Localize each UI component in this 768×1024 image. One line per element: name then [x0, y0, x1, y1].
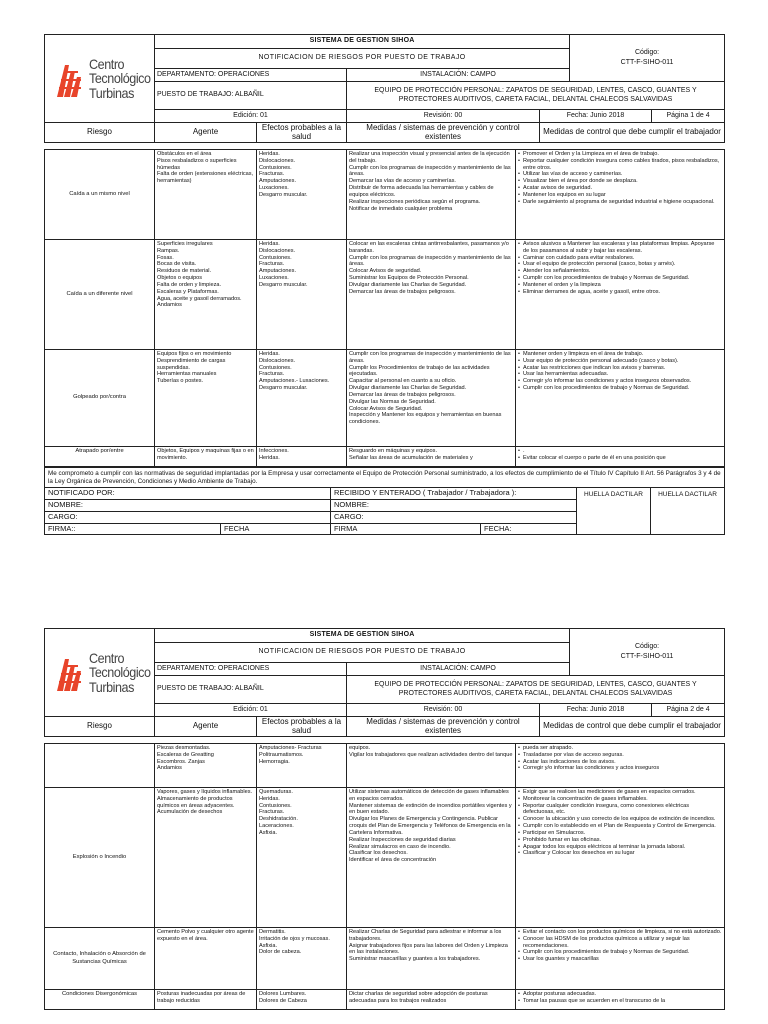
position-label: PUESTO DE TRABAJO: ALBAÑIL — [155, 82, 347, 110]
cell-line: Almacenamiento de productos químicos en áreas adyacentes. — [157, 795, 235, 809]
cell-line: Realizar Inspecciones de seguridad diarias — [349, 836, 456, 843]
cell-line: Señalar las áreas de acumulación de materiales y — [349, 454, 473, 461]
cell-line: Laceraciones. — [259, 823, 294, 830]
cell-line: Luxaciones. — [259, 185, 289, 192]
notifier-signature-field: FIRMA:: — [45, 523, 221, 535]
list-item: • Exigir que se realicen las mediciones de gases en espacios cerrados. — [518, 789, 722, 796]
cell-line: Resguardo en máquinas y equipos. — [349, 448, 438, 454]
list-item: • Utilizar las vías de acceso y caminerías. — [518, 171, 722, 178]
cell-line: Realizar simulacros en caso de incendio. — [349, 843, 451, 850]
table-row — [45, 928, 725, 990]
risk-table — [44, 743, 725, 1010]
cell-line: Infecciones. — [259, 448, 289, 454]
cell-line: Dislocaciones. — [259, 157, 296, 164]
table-row — [45, 990, 725, 1010]
risk-cell: Caída a un mismo nivel — [45, 150, 155, 240]
company-logo — [45, 629, 155, 717]
control-list — [518, 789, 722, 857]
cell-line: Irritación de ojos y mucosas. — [259, 935, 330, 942]
notifier-name-field: NOMBRE: — [45, 499, 331, 511]
list-item: • Usar el equipo de protección personal (casco, botas y arnés). — [518, 261, 722, 268]
cell-line: Inspección y Mantener los equipos y herramientas en buenas condiciones. — [349, 412, 502, 426]
fingerprint-box-1: HUELLA DACTILAR — [577, 488, 651, 535]
cell-line: Fracturas. — [259, 809, 285, 816]
code-label: Código: — [634, 643, 660, 651]
cell-line: Dislocaciones. — [259, 247, 296, 254]
logo-line-3: Turbinas — [89, 84, 134, 101]
agent-cell — [155, 928, 257, 990]
cell-line: Deshidratación. — [259, 816, 298, 823]
table-row — [45, 447, 725, 467]
cell-line: Tuberías o postes. — [157, 378, 204, 385]
cell-line: Objetos o equipos — [157, 275, 203, 282]
cell-line: Vigilar los trabajadores que realizan actividades dentro del tanque — [349, 751, 513, 758]
cell-line: Acumulación de desechos — [157, 809, 223, 816]
cell-line: Demarcar las vías de acceso y caminerías. — [349, 178, 456, 185]
cell-line: Amputaciones. — [259, 268, 297, 275]
cell-line: Falta de orden y limpieza. — [157, 281, 222, 288]
installation-label: INSTALACIÓN: CAMPO — [347, 663, 570, 676]
list-item: • Atender los señalamientos. — [518, 268, 722, 275]
worker-date-field: FECHA: — [481, 523, 577, 535]
cell-line: Escaleras y Plataformas. — [157, 288, 219, 295]
document-page-1 — [44, 34, 724, 535]
risk-cell: Explosión o Incendio — [45, 788, 155, 928]
commitment-statement: Me comprometo a cumplir con las normativas de seguridad implantadas por la Empresa y usar correctamente el Equipo de Protección Personal suministrado, a los efectos de cumplimiento de el Título IV Capítulo II Art. 56 Parágrafos 3 y 4 de la Ley Orgánica de Prevención, Condiciones y Medio Ambiente de Trabajo. — [45, 468, 725, 488]
table-row — [45, 788, 725, 928]
cell-line: Bocas de visita. — [157, 261, 197, 268]
cell-line: Asfixia. — [259, 942, 278, 949]
column-header-effects: Efectos probables a la salud — [257, 123, 347, 143]
list-item: • Cumplir con lo establecido en el Plan de Respuesta y Control de Emergencia. — [518, 823, 722, 830]
list-item: • Evitar colocar el cuerpo o parte de él en una posición que — [518, 455, 722, 462]
cell-line: Heridas. — [259, 795, 280, 802]
list-item: • Visualizar bien el área por donde se desplaza. — [518, 178, 722, 185]
date-label: Fecha: Junio 2018 — [540, 704, 652, 717]
risk-cell: Caída a un diferente nivel — [45, 240, 155, 350]
list-item: • Corregir y/o informar las condiciones y actos inseguros — [518, 765, 722, 772]
risk-cell: Contacto, Inhalación o Absorción de Sustancias Químicas — [45, 928, 155, 990]
risk-cell — [45, 744, 155, 788]
cell-line: Herramientas manuales — [157, 371, 217, 378]
column-header-agent: Agente — [155, 123, 257, 143]
cell-line: Desgarro muscular. — [259, 385, 308, 392]
notified-by-label: NOTIFICADO POR: — [45, 488, 331, 500]
cell-line: Cumplir con los programas de inspección y mantenimiento de las áreas. — [349, 254, 511, 268]
control-list — [518, 991, 722, 1005]
ppe-label: EQUIPO DE PROTECCIÓN PERSONAL: ZAPATOS DE SEGURIDAD, LENTES, CASCO, GUANTES Y PROTECTORES AUDITIVOS, CARETA FACIAL, DELANTAL CHALECOS SALVAVIDAS — [347, 82, 725, 110]
fingerprint-box-2: HUELLA DACTILAR — [651, 488, 725, 535]
cell-line: Asfixia. — [259, 829, 278, 836]
list-item: • Cumplir con los procedimientos de trabajo y Normas de Seguridad. — [518, 949, 722, 956]
cell-line: Equipos fijos o en movimiento — [157, 351, 232, 357]
cell-line: Fracturas. — [259, 171, 285, 178]
agent-cell — [155, 990, 257, 1010]
cell-line: Dolores Lumbares. — [259, 991, 307, 997]
controls-cell — [516, 350, 725, 447]
department-label: DEPARTAMENTO: OPERACIONES — [155, 663, 347, 676]
table-row — [45, 350, 725, 447]
cell-line: Heridas. — [259, 351, 280, 357]
controls-cell — [516, 150, 725, 240]
controls-cell — [516, 928, 725, 990]
list-item: • Reportar cualquier condición insegura como cables tirados, pisos resbaladizos, entre otros. — [518, 158, 722, 172]
cell-line: Dislocaciones. — [259, 357, 296, 364]
column-header-risk: Riesgo — [45, 717, 155, 737]
list-item: • Acatar avisos de seguridad. — [518, 185, 722, 192]
cell-line: Clasificar los desechos. — [349, 850, 408, 857]
header-table — [44, 34, 725, 143]
cell-line: Hemorragia. — [259, 758, 290, 765]
list-item: • Evitar el contacto con los productos químicos de limpieza, si no está autorizado. — [518, 929, 722, 936]
column-header-controls: Medidas de control que debe cumplir el trabajador — [540, 717, 725, 737]
table-row — [45, 240, 725, 350]
cell-line: Contusiones. — [259, 364, 292, 371]
list-item: • Mantener los equipos en su lugar — [518, 192, 722, 199]
list-item: • Tomar las pausas que se acuerden en el transcurso de la — [518, 998, 722, 1005]
cell-line: Contusiones. — [259, 164, 292, 171]
list-item: • Usar las herramientas adecuadas. — [518, 371, 722, 378]
control-list — [518, 448, 722, 462]
agent-cell — [155, 350, 257, 447]
control-list — [518, 151, 722, 206]
column-header-agent: Agente — [155, 717, 257, 737]
effects-cell — [257, 150, 347, 240]
controls-cell — [516, 744, 725, 788]
cell-line: Divulgar los Planes de Emergencia y Contingencia. Publicar croquis del Plan de Emergencia y Teléfonos de Emergencia en la Cartelera Informativa. — [349, 816, 511, 836]
list-item: • Acatar las restricciones que indican los avisos y barreras. — [518, 365, 722, 372]
turbine-logo-icon — [55, 651, 85, 695]
cell-line: Heridas. — [259, 151, 280, 157]
list-item: • Mantener orden y limpieza en el área de trabajo. — [518, 351, 722, 358]
list-item: • Mantener el orden y la limpieza — [518, 282, 722, 289]
document-code — [570, 629, 725, 676]
agent-cell — [155, 447, 257, 467]
company-logo — [45, 35, 155, 123]
system-title: SISTEMA DE GESTION SIHOA — [155, 35, 570, 49]
list-item: • Avisos alusivos a Mantener las escaleras y las plataformas limpias. Apoyarse de los pasamanos al subir y bajar las escaleras. — [518, 241, 722, 255]
cell-line: Superficies irregulares — [157, 241, 213, 247]
cell-line: Utilizar sistemas automáticos de detección de gases inflamables en espacios cerrados. — [349, 789, 509, 802]
cell-line: Suministrar los Equipos de Protección Personal. — [349, 275, 469, 282]
worker-name-field: NOMBRE: — [331, 499, 577, 511]
controls-cell — [516, 990, 725, 1010]
agent-cell — [155, 150, 257, 240]
list-item: • Apagar todos los equipos eléctricos al terminar la jornada laboral. — [518, 844, 722, 851]
cell-line: Colocar Avisos de seguridad. — [349, 268, 422, 275]
list-item: • pueda ser atrapado. — [518, 745, 722, 752]
column-header-controls: Medidas de control que debe cumplir el trabajador — [540, 123, 725, 143]
cell-line: Divulgar diariamente las Charlas de Seguridad. — [349, 281, 467, 288]
list-item: • Usar los guantes y mascarillas — [518, 956, 722, 963]
list-item: • Cumplir con los procedimientos de trabajo y Normas de Seguridad. — [518, 385, 722, 392]
measures-cell — [347, 928, 516, 990]
cell-line: Capacitar al personal en cuanto a su oficio. — [349, 378, 457, 385]
cell-line: Vapores, gases y líquidos inflamables. — [157, 789, 253, 795]
cell-line: Fracturas. — [259, 371, 285, 378]
signature-table — [44, 467, 725, 535]
control-list — [518, 929, 722, 963]
worker-position-field: CARGO: — [331, 511, 577, 523]
cell-line: Demarcar las áreas de trabajos peligrosos. — [349, 391, 456, 398]
effects-cell — [257, 744, 347, 788]
cell-line: Rampas. — [157, 247, 180, 254]
cell-line: Contusiones. — [259, 802, 292, 809]
measures-cell — [347, 990, 516, 1010]
agent-cell — [155, 788, 257, 928]
worker-signature-field: FIRMA — [331, 523, 481, 535]
measures-cell — [347, 447, 516, 467]
cell-line: Distribuir de forma adecuada las herramientas y cables de equipos eléctricos. — [349, 185, 494, 198]
list-item: • Caminar con cuidado para evitar resbalones. — [518, 255, 722, 262]
list-item: • Prohibido fumar en las oficinas. — [518, 837, 722, 844]
cell-line: Desprendimiento de cargas suspendidas. — [157, 357, 226, 371]
notification-title: NOTIFICACION DE RIESGOS POR PUESTO DE TRABAJO — [155, 643, 570, 663]
cell-line: Andamios — [157, 302, 182, 309]
controls-cell — [516, 447, 725, 467]
cell-line: Fosas. — [157, 254, 174, 261]
notifier-position-field: CARGO: — [45, 511, 331, 523]
page-number: Página 2 de 4 — [652, 704, 725, 717]
system-title: SISTEMA DE GESTION SIHOA — [155, 629, 570, 643]
measures-cell — [347, 744, 516, 788]
effects-cell — [257, 350, 347, 447]
code-value: CTT-F-SIHO-011 — [620, 59, 674, 66]
effects-cell — [257, 447, 347, 467]
cell-line: Notificar de inmediato cualquier problema — [349, 205, 453, 212]
cell-line: Quemaduras. — [259, 789, 293, 795]
turbine-logo-icon — [55, 57, 85, 101]
list-item: • Monitorear la concentración de gases inflamables. — [518, 796, 722, 803]
cell-line: Obstáculos en el área — [157, 151, 212, 157]
control-list — [518, 351, 722, 392]
table-row — [45, 150, 725, 240]
code-value: CTT-F-SIHO-011 — [620, 653, 674, 660]
measures-cell — [347, 240, 516, 350]
code-label: Código: — [634, 49, 660, 57]
logo-line-2: Tecnológico — [89, 664, 151, 681]
cell-line: Politraumatismos. — [259, 751, 304, 758]
risk-cell: Condiciones Disergonómicas — [45, 990, 155, 1010]
cell-line: Desgarro muscular. — [259, 191, 308, 198]
effects-cell — [257, 240, 347, 350]
notifier-date-field: FECHA — [221, 523, 331, 535]
controls-cell — [516, 788, 725, 928]
control-list — [518, 745, 722, 772]
effects-cell — [257, 928, 347, 990]
cell-line: Divulgar diariamente las Charlas de Seguridad. — [349, 385, 467, 392]
list-item: • Usar equipo de protección personal adecuado (casco y botas). — [518, 358, 722, 365]
cell-line: Heridas. — [259, 454, 280, 461]
edition-label: Edición: 01 — [155, 110, 347, 123]
list-item: • Cumplir con los procedimientos de trabajo y Normas de Seguridad. — [518, 275, 722, 282]
list-item: • Clasificar y Colocar los desechos en su lugar — [518, 850, 722, 857]
measures-cell — [347, 150, 516, 240]
cell-line: Escaleras de Greatting — [157, 751, 214, 758]
column-header-measures: Medidas / sistemas de prevención y control existentes — [347, 123, 540, 143]
position-label: PUESTO DE TRABAJO: ALBAÑIL — [155, 676, 347, 704]
cell-line: Residuos de material. — [157, 268, 212, 275]
risk-cell: Atrapado por/entre — [45, 447, 155, 467]
list-item: • Reportar cualquier condición insegura, como conexiones eléctricas defectuosas, etc. — [518, 803, 722, 817]
cell-line: Amputaciones- Fracturas — [259, 745, 322, 751]
cell-line: Amputaciones.- Luxaciones. — [259, 378, 330, 385]
cell-line: Cumplir con los programas de inspección y mantenimiento de las áreas. — [349, 351, 511, 364]
list-item: • Adoptar posturas adecuadas. — [518, 991, 722, 998]
edition-label: Edición: 01 — [155, 704, 347, 717]
cell-line: Dictar charlas de seguridad sobre adopción de posturas adecuadas para los trabajos realizados — [349, 991, 488, 1004]
cell-line: equipos. — [349, 745, 371, 751]
cell-line: Desgarro muscular. — [259, 281, 308, 288]
document-code — [570, 35, 725, 82]
effects-cell — [257, 990, 347, 1010]
cell-line: Escombros. Zanjas — [157, 758, 205, 765]
cell-line: Posturas inadecuadas por áreas de trabajo reducidas — [157, 991, 246, 1004]
agent-cell — [155, 240, 257, 350]
cell-line: Cumplir los Procedimientos de trabajo de las actividades ejecutadas. — [349, 364, 490, 378]
logo-line-3: Turbinas — [89, 678, 134, 695]
column-header-effects: Efectos probables a la salud — [257, 717, 347, 737]
list-item: • Eliminar derrames de agua, aceite y gasoil, entre otros. — [518, 289, 722, 296]
list-item: • Acatar las indicaciones de los avisos. — [518, 759, 722, 766]
logo-line-1: Centro — [89, 56, 125, 73]
header-table — [44, 628, 725, 737]
cell-line: Luxaciones. — [259, 275, 289, 282]
list-item: • . — [518, 448, 722, 455]
cell-line: Objetos, Equipos y maquinas fijas o en movimiento. — [157, 448, 254, 461]
department-label: DEPARTAMENTO: OPERACIONES — [155, 69, 347, 82]
cell-line: Demarcar las áreas de trabajos peligrosos. — [349, 288, 456, 295]
list-item: • Darle seguimiento al programa de seguridad industrial e higiene ocupacional. — [518, 199, 722, 206]
list-item: • Conocer la ubicación y uso correcto de los equipos de extinción de incendios. — [518, 816, 722, 823]
cell-line: Piezas desmontadas. — [157, 745, 211, 751]
cell-line: Heridas. — [259, 241, 280, 247]
cell-line: Suministrar mascarillas y guantes a los trabajadores. — [349, 956, 481, 963]
cell-line: Fracturas. — [259, 261, 285, 268]
cell-line: Pisos resbaladizos o superficies húmedas — [157, 157, 237, 171]
cell-line: Cemento Polvo y cualquier otro agente expuesto en el área. — [157, 929, 254, 942]
installation-label: INSTALACIÓN: CAMPO — [347, 69, 570, 82]
date-label: Fecha: Junio 2018 — [540, 110, 652, 123]
document-page-2 — [44, 628, 724, 1010]
cell-line: Andamios — [157, 765, 182, 772]
risk-cell: Golpeado por/contra — [45, 350, 155, 447]
cell-line: Dolor de cabeza. — [259, 949, 302, 956]
revision-label: Revisión: 00 — [347, 110, 540, 123]
list-item: • Corregir y/o informar las condiciones y actos inseguros observados. — [518, 378, 722, 385]
cell-line: Colocar Avisos de Seguridad. — [349, 405, 423, 412]
cell-line: Falta de orden (extensiones eléctricas, herramientas) — [157, 171, 254, 185]
measures-cell — [347, 788, 516, 928]
list-item: • Promover el Orden y la Limpieza en el área de trabajo. — [518, 151, 722, 158]
list-item: • Participar en Simulacros. — [518, 830, 722, 837]
cell-line: Realizar Charlas de Seguridad para adiestrar e informar a los trabajadores. — [349, 929, 502, 942]
cell-line: Asignar trabajadores fijos para las labores del Orden y Limpieza en las instalaciones. — [349, 942, 508, 956]
notification-title: NOTIFICACION DE RIESGOS POR PUESTO DE TRABAJO — [155, 49, 570, 69]
page-number: Página 1 de 4 — [652, 110, 725, 123]
cell-line: Colocar en las escaleras cintas antirresbalantes, pasamanos y/o barandas. — [349, 241, 509, 254]
revision-label: Revisión: 00 — [347, 704, 540, 717]
table-row — [45, 744, 725, 788]
effects-cell — [257, 788, 347, 928]
cell-line: Agua, aceite y gasoil derramados. — [157, 295, 242, 302]
cell-line: Dermatitis. — [259, 929, 286, 935]
cell-line: Realizar una inspección visual y presencial antes de la ejecución del trabajo. — [349, 151, 510, 164]
cell-line: Identificar el área de concentración — [349, 857, 437, 864]
cell-line: Realizar inspecciones periódicas según el programa. — [349, 198, 481, 205]
ppe-label: EQUIPO DE PROTECCIÓN PERSONAL: ZAPATOS DE SEGURIDAD, LENTES, CASCO, GUANTES Y PROTECTORES AUDITIVOS, CARETA FACIAL, DELANTAL CHALECOS SALVAVIDAS — [347, 676, 725, 704]
cell-line: Contusiones. — [259, 254, 292, 261]
control-list — [518, 241, 722, 296]
cell-line: Cumplir con los programas de inspección y mantenimiento de las áreas. — [349, 164, 511, 178]
risk-table — [44, 149, 725, 467]
cell-line: Amputaciones. — [259, 178, 297, 185]
list-item: • Trasladarse por vías de acceso seguras. — [518, 752, 722, 759]
cell-line: Dolores de Cabeza — [259, 997, 307, 1004]
list-item: • Conocer las HDSM de los productos químicos a utilizar y seguir las recomendaciones. — [518, 936, 722, 950]
column-header-measures: Medidas / sistemas de prevención y control existentes — [347, 717, 540, 737]
logo-line-1: Centro — [89, 650, 125, 667]
column-header-risk: Riesgo — [45, 123, 155, 143]
received-label: RECIBIDO Y ENTERADO ( Trabajador / Trabajadora ): — [331, 488, 577, 500]
measures-cell — [347, 350, 516, 447]
logo-line-2: Tecnológico — [89, 70, 151, 87]
controls-cell — [516, 240, 725, 350]
agent-cell — [155, 744, 257, 788]
cell-line: Divulgar las Normas de Seguridad. — [349, 398, 436, 405]
cell-line: Mantener sistemas de extinción de incendios portátiles vigentes y en buen estado. — [349, 802, 512, 816]
